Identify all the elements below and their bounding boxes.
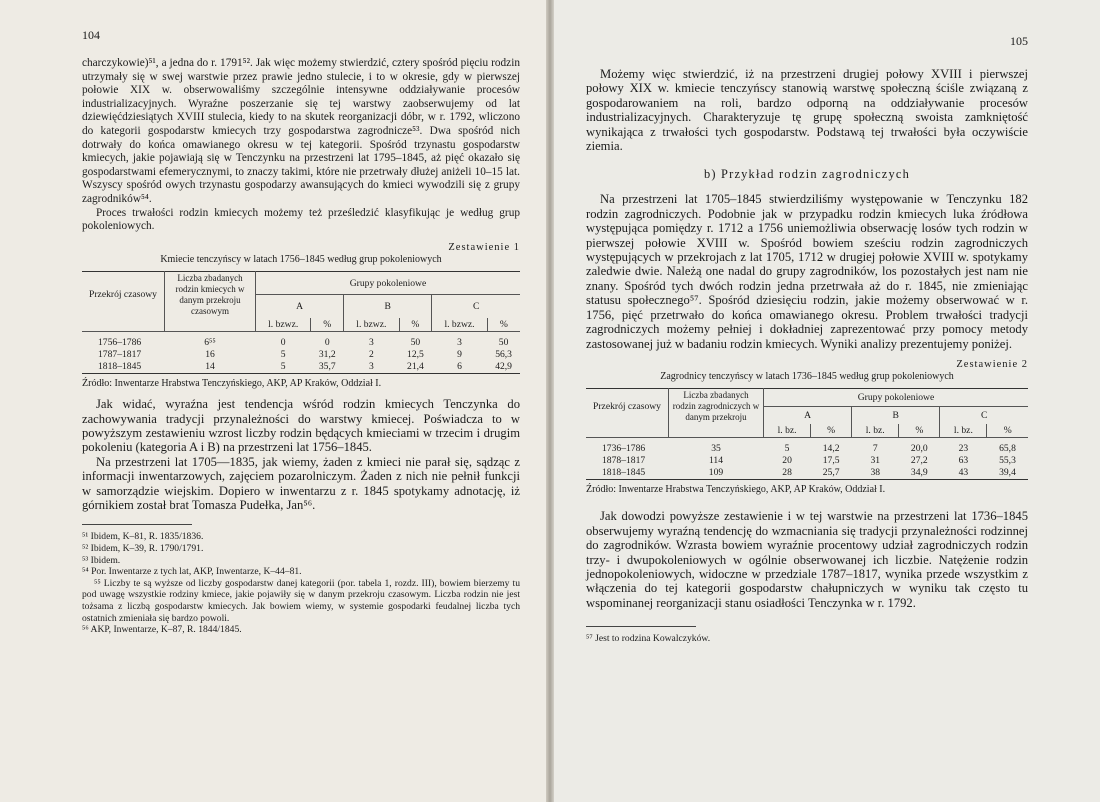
paragraph: Na przestrzeni lat 1705–1845 stwierdziliśmy występowanie w Tenczynku 182 rodzin zagrodniczych. Podobnie jak w przypadku rodzin kmiecych luka źródłowa występująca pomiędzy r. 1712 a 1756 uniemożliwia obserwację losów tych rodzin w pierwszej połowie XVIII w. Spośród bowiem sześciu rodzin zagrodniczych występujących w przekrojach z lat 1705, 1712 w drugiej połowie XVIII w. spotykamy zaledwie dwie. Należą one nadal do grupy zagrodników, los pozostałych jest nam nie znany. Spośród tych dwóch rodzin jedna przetrwała aż do r. 1845, nie zmieniając statusu społecznego⁵⁷. Spośród dziesięciu rodzin, jakie możemy obserwować w r. 1756, pięć przetrwało do końca omawianego okresu. Problem trwałości tradycji zagrodniczych możemy pełniej i dokładniej zaprezentować przy pomocy metody zastosowanej już w badaniu rodzin kmiecych. Wyniki analizy prezentujemy poniżej. (586, 192, 1028, 351)
page-number-left: 104 (82, 28, 100, 42)
table-row: 1756–1786 6⁵⁵ 0 0 3 50 3 50 (98, 337, 509, 349)
footnote: ⁵⁶ AKP, Inwentarze, K–87, R. 1844/1845. (82, 624, 242, 636)
footnote: ⁵⁵ Liczby te są wyższe od liczby gospodarstw danej kategorii (por. tabela 1, rozdz. III), bowiem bierzemy tu pod uwagę wszystkie rodziny kmiece, jakie pojawiły się w danym przekroju czasowym. Liczba rodzin nie jest tożsama z liczbą gospodarstw kmiecych. Jak bowiem wiemy, w systemie gospodarki feudalnej liczba tych ostatnich zmieniała się bardzo powoli. (82, 577, 520, 624)
sub-count: l. bz. (940, 424, 987, 438)
table-title: Kmiecie tenczyńscy w latach 1756–1845 według grup pokoleniowych (160, 253, 442, 265)
footnote-divider (586, 626, 696, 627)
sub-count: l. bz. (764, 424, 811, 438)
footnote: ⁵⁷ Jest to rodzina Kowalczyków. (586, 633, 711, 645)
section-title: b) Przykład rodzin zagrodniczych (704, 167, 910, 182)
generations-table-1 (82, 271, 520, 375)
col-period: Przekrój czasowy (89, 289, 157, 301)
table-source: Źródło: Inwentarze Hrabstwa Tenczyńskiego, AKP, AP Kraków, Oddział I. (82, 378, 382, 390)
sub-count: l. bzwz. (432, 318, 487, 332)
table-source: Źródło: Inwentarze Hrabstwa Tenczyńskiego, AKP, AP Kraków, Oddział I. (586, 484, 886, 496)
paragraph: Proces trwałości rodzin kmiecych możemy też prześledzić klasyfikując je według grup pokoleniowych. (82, 206, 520, 233)
sub-percent: % (811, 424, 852, 438)
col-groups: Grupy pokoleniowe (256, 271, 521, 295)
table-label: Zestawienie 2 (956, 358, 1028, 370)
sub-count: l. bzwz. (256, 318, 311, 332)
paragraph: Na przestrzeni lat 1705—1835, jak wiemy, żaden z kmieci nie parał się, sądząc z informacji inwentarzowych, zajęciem pozarolniczym. Żaden z nich nie pełnił funkcji w samorządzie wiejskim. Dopiero w inwentarzu z r. 1845 spotykamy adnotację, iż górnikiem został brat Tomasza Pudełka, Jan⁵⁶. (82, 454, 520, 513)
table-label: Zestawienie 1 (448, 241, 520, 253)
left-page (0, 0, 546, 802)
col-count: Liczba zbadanych rodzin zagrodniczych w danym przekroju (669, 388, 764, 424)
table-row: 1878–1817 114 20 17,5 31 27,2 63 55,3 (602, 455, 1016, 467)
paragraph: charczykowie)⁵¹, a jedna do r. 1791⁵². Jak więc możemy stwierdzić, cztery spośród pięciu rodzin utrzymały się w swej warstwie przez prawie jedno stulecie, i to w okresie, gdy w pierwszej połowie XIX w. obserwowaliśmy szczególnie intensywne oddziaływanie procesów industrializacyjnych. Wyraźne poszerzanie się tej warstwy zaobserwujemy od lat dziewięćdziesiątych XVIII stulecia, kiedy to na skutek reorganizacji dóbr, w r. 1792, wliczono do kategorii gospodarstw kmiecych trzy gospodarstwa zagrodnicze⁵³. Dwa spośród nich dotrwały do końca omawianego okresu w tej kategorii. Spośród trzynastu gospodarstw kmiecych, jakie pojawiają się w Tenczynku na przestrzeni lat 1795–1845, aż pięć okazało się gospodarstwami efemerycznymi, to znaczy takimi, które nie przetrwały dłużej aniżeli 10–15 lat. Wszyscy spośród owych trzynastu gospodarzy awansujących do kmieci wywodzili się z grupy zagrodników⁵⁴. (82, 57, 520, 205)
table-row: 1818–1845 14 5 35,7 3 21,4 6 42,9 (82, 361, 520, 374)
footnote: ⁵³ Ibidem. (82, 554, 121, 566)
table-row: 1736–1786 35 5 14,2 7 20,0 23 65,8 (602, 443, 1016, 455)
group-b: B (344, 295, 432, 318)
sub-percent: % (399, 318, 432, 332)
table-title: Zagrodnicy tenczyńscy w latach 1736–1845 według grup pokoleniowych (660, 370, 954, 382)
footnote: ⁵⁴ Por. Inwentarze z tych lat, AKP, Inwentarze, K–44–81. (82, 566, 302, 578)
sub-count: l. bz. (852, 424, 899, 438)
footnote: ⁵² Ibidem, K–39, R. 1790/1791. (82, 543, 204, 555)
table-row: 1787–1817 16 5 31,2 2 12,5 9 56,3 (98, 349, 512, 361)
right-page (554, 0, 1100, 802)
sub-percent: % (311, 318, 344, 332)
group-a: A (764, 406, 852, 423)
paragraph: Jak widać, wyraźna jest tendencja wśród rodzin kmiecych Tenczynka do zachowywania tradycji przynależności do warstwy kmiecej. Poświadcza to w powyższym zestawieniu wzrost liczby rodzin będących kmieciami w trzecim i drugim pokoleniu (kategoria A i B) na przestrzeni lat 1756–1845. (82, 397, 520, 455)
group-b: B (852, 406, 940, 423)
page-number-right: 105 (1010, 34, 1028, 48)
group-a: A (256, 295, 344, 318)
sub-count: l. bzwz. (344, 318, 399, 332)
sub-percent: % (487, 318, 520, 332)
footnote: ⁵¹ Ibidem, K–81, R. 1835/1836. (82, 531, 204, 543)
sub-percent: % (987, 424, 1028, 438)
book-gutter (546, 0, 554, 802)
col-period: Przekrój czasowy (593, 400, 661, 412)
group-c: C (432, 295, 520, 318)
paragraph: Możemy więc stwierdzić, iż na przestrzeni drugiej połowy XVIII i pierwszej połowy XIX w. kmiecie tenczyńscy stanowią warstwę społeczną ściśle związaną z gospodarowaniem na roli, bardzo odporną na oddziaływanie procesów industrializacyjnych. Charakteryzuje tę grupę społeczną swoista zamkniętość wynikająca z trwałości tych gospodarstw. Podstawą tej trwałości była oczywiście ziemia. (586, 67, 1028, 154)
group-c: C (940, 406, 1028, 423)
paragraph: Jak dowodzi powyższe zestawienie i w tej warstwie na przestrzeni lat 1736–1845 obserwujemy wyraźną tendencję do wzmacniania się tradycji przynależności rodzinnej do zagrodników. Wzrasta bowiem wyraźnie procentowy udział zagrodniczych rodzin trzy- i dwupokoleniowych w ogólnie obserwowanej ich liczbie. Natężenie rodzin jednopokoleniowych, widoczne w przedziale 1787–1817, wynika przede wszystkim z włączenia do tej kategorii gospodarstw chałupniczych w wyniku tak często tu wspominanej reorganizacji stanu osiadłości Tenczynka w r. 1792. (586, 509, 1028, 610)
sub-percent: % (899, 424, 940, 438)
footnote-divider (82, 524, 192, 525)
generations-table-2 (586, 388, 1028, 481)
col-count: Liczba zbadanych rodzin kmiecych w danym przekroju czasowym (165, 271, 256, 318)
col-groups: Grupy pokoleniowe (764, 388, 1029, 406)
table-row: 1818–1845 109 28 25,7 38 34,9 43 39,4 (586, 467, 1028, 480)
